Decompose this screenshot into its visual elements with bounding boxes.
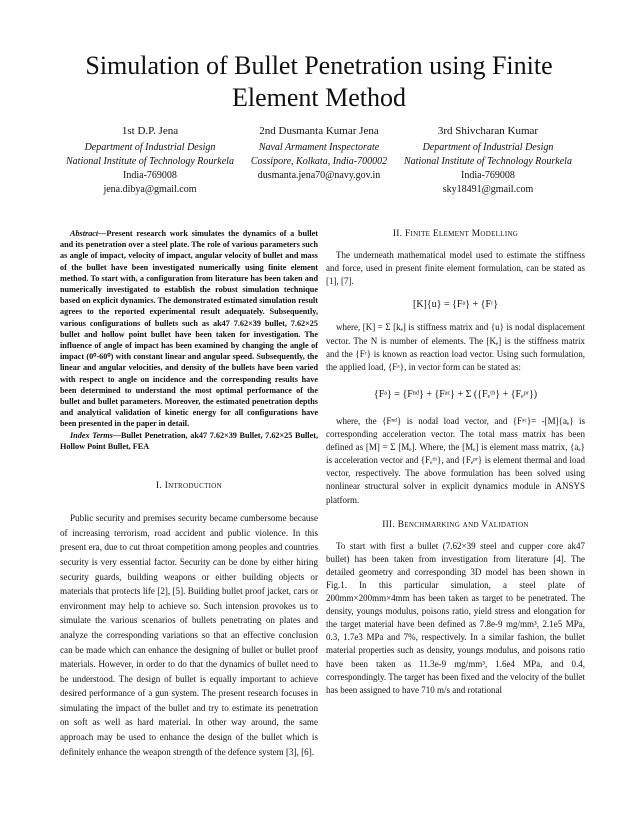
author-1 [55,124,245,197]
author-dept: Department of Industrial Design [422,142,554,153]
left-column [60,228,318,759]
author-name: 1st D.P. Jena [121,125,179,137]
author-email: dusmanta.jena70@navy.gov.in [257,170,381,181]
index-terms-label: Index Terms [70,430,113,440]
author-3 [393,124,583,197]
author-inst: National Institute of Technology Rourkela [404,156,572,167]
section-body: where, [K] = Σ [kₑ] is stiffness matrix and {u} is nodal displacement vector. The N is number of elements. The [Kₑ] is the stiffness matrix and the {Fʳ} is known as reaction load vector. Using such formulation, the applied load, {Fᵃ}, in vector form can be stated as: [326,322,585,372]
author-dept: Department of Industrial Design [84,142,216,153]
author-inst: National Institute of Technology Rourkela [66,156,234,167]
author-2 [224,124,414,183]
section-heading: I. Introduction [156,481,222,492]
section-heading: II. Finite Element Modelling [392,229,519,239]
section-body: Public security and premises security became cumbersome because of increasing terrorism, road accident and public violence. In this present era, due to cut throat competition among peoples and countries security is very essential factor. Security can be done by either hiring security guards, building weapons or either building objects or materials that protects life [2], [5]. Building bullet proof jacket, cars or environment may help to achieve so. Such intension provokes us to simulate the various scenarios of bullets penetrating on plates and analyze the corresponding variations so that an effective conclusion can be made which can enhance the designing of bullet or bullet proof materials. However, in order to do that the dynamics of bullet need to be understood. The design of bullet is equally important to achieve desired performance of a gun system. The present research focuses in simulating the impact of the bullet and try to estimate its penetration on soft as well as hard material. In other way around, the same approach may be used to enhance the design of the bullet which is definitely enhance the weapon strength of the defence system [3], [6]. [60,513,318,757]
right-column [326,228,585,697]
author-name: 2nd Dusmanta Kumar Jena [259,125,379,137]
author-name: 3rd Shivcharan Kumar [437,125,539,137]
author-loc: India-769008 [461,170,515,181]
author-email: sky18491@gmail.com [442,184,534,195]
section-body: To start with first a bullet (7.62×39 steel and cupper core ak47 bullet) has been taken from investigation from literature [4]. The detailed geometry and corresponding 3D model has been shown in Fig.1. In this particular simulation, a steel plate of 200mm×200mm×4mm has been taken as target to be penetrated. The density, youngs modulus, poisons ratio, yield stress and elongation for the target material have been defined as 7.8e-9 mg/mm³, 2.1e5 MPa, 0.3, 1.7e3 MPa and 7%, respectively. In a similar fashion, the bullet material properties such as density, youngs modulus, and poisons ratio have been taken as 11.3e-9 mg/mm³, 1.6e4 MPa, and 0.4, correspondingly. The target has been fixed and the velocity of the bullet has been assigned to have 710 m/s and rotational [326,540,585,695]
index-terms [60,430,318,452]
index-terms-text: —Bullet Penetration, ak47 7.62×39 Bullet, 7.62×25 Bullet, Hollow Point Bullet, FEA [60,430,318,451]
abstract [60,228,318,430]
abstract-label: Abstract [70,229,99,238]
author-loc: India-769008 [123,170,177,181]
section-heading: III. Benchmarking and Validation [382,519,529,530]
author-email: jena.dibya@gmail.com [103,184,197,195]
section-body: The underneath mathematical model used to estimate the stiffness and force, used in present finite element formulation, can be stated as [1], [7]. [326,250,585,287]
equation: [K]{u} = {Fᵃ} + {Fʳ} [413,299,498,311]
author-inst: Cossipore, Kolkata, India-700002 [250,156,388,167]
equation: {Fᵃ} = {Fⁿᵈ} + {Fᵃᶜ} + Σ ({Fₑᵗʰ} + {Fₑᵖʳ}) [373,388,538,400]
paper-title: Simulation of Bullet Penetration using Finite Element Method [85,51,553,112]
author-dept: Naval Armament Inspectorate [258,142,380,153]
abstract-text: —Present research work simulates the dynamics of a bullet and its penetration over a steel plate. The role of various parameters such as angle of impact, velocity of impact, angular velocity of bullet and mass of the bullet have been investigated numerically using finite element method. To start with, a configuration from literature has been taken and numerically investigated to establish the robust simulation technique based on explicit dynamics. The demonstrated estimated simulation result agrees to the reported experimental result adequately. Subsequently, various configurations of bullets such as ak47 7.62×39 bullet, 7.62×25 bullet and hollow point bullet have been taken for investigation. The influence of angle of impact has been examined by changing the angle of impact (0⁰-60⁰) with constant linear and angular speed. Subsequently, the linear and angular velocities, and density of the bullets have been varied with respect to angle on incidence and the corresponding results have been determined to understand the most optimal performance of the bullet and bullet parameters. Moreover, the estimated penetration depths and analytical validation of kinetic energy for all configurations have been presented in the paper in detail. [60,229,318,429]
section-body: where, the {Fⁿᵈ} is nodal load vector, and {Fᵃᶜ}= -[M]{aₑ} is corresponding acceleration vector. The total mass matrix has been defined as [M] = Σ [Mₑ]. Where, the [Mₑ] is element mass matrix, {aₑ} is acceleration vector and {Fₑᵗʰ}, and {Fₑᵖʳ} is element thermal and load vector, respectively. The above formulation has been solved using nonlinear structural solver in explicit dynamics module in ANSYS platform. [326,415,585,505]
